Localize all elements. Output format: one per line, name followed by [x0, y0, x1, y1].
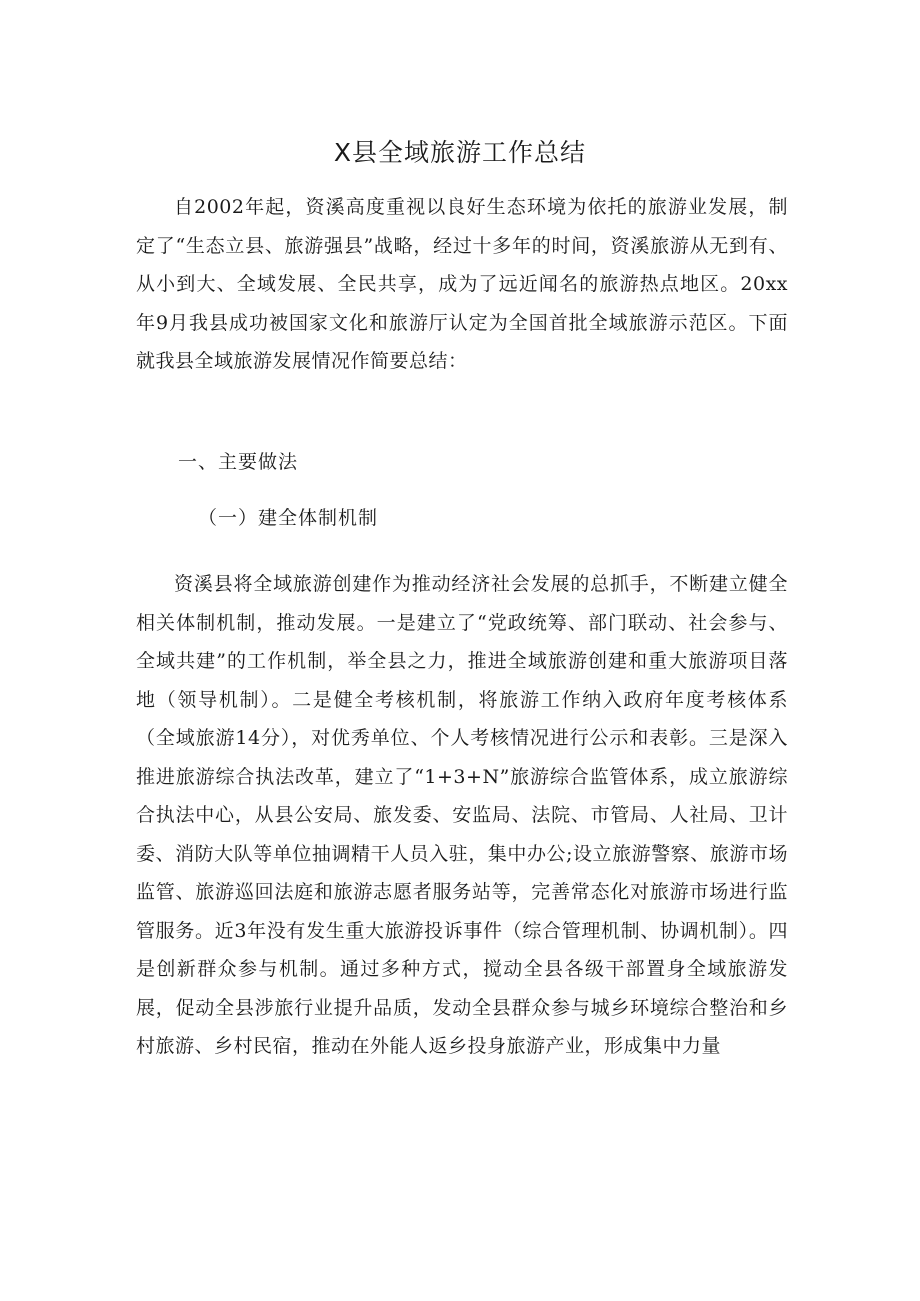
document-title: X县全域旅游工作总结: [333, 138, 587, 167]
section-heading: 一、主要做法: [178, 451, 299, 473]
body-paragraph: 资溪县将全域旅游创建作为推动经济社会发展的总抓手，不断建立健全相关体制机制，推动发展。一是建立了“党政统筹、部门联动、社会参与、全域共建”的工作机制，举全县之力，推进全域旅游创建和重大旅游项目落地（领导机制）。二是健全考核机制，将旅游工作纳入政府年度考核体系（全域旅游14分），对优秀单位、个人考核情况进行公示和表彰。三是深入推进旅游综合执法改革，建立了“1+3+N”旅游综合监管体系，成立旅游综合执法中心，从县公安局、旅发委、安监局、法院、市管局、人社局、卫计委、消防大队等单位抽调精干人员入驻，集中办公;设立旅游警察、旅游市场监管、旅游巡回法庭和旅游志愿者服务站等，完善常态化对旅游市场进行监管服务。近3年没有发生重大旅游投诉事件（综合管理机制、协调机制）。四是创新群众参与机制。通过多种方式，搅动全县各级干部置身全域旅游发展，促动全县涉旅行业提升品质，发动全县群众参与城乡环境综合整治和乡村旅游、乡村民宿，推动在外能人返乡投身旅游产业，形成集中力量: [136, 573, 788, 1057]
subsection-heading: （一）建全体制机制: [198, 507, 379, 529]
intro-paragraph: 自2002年起，资溪高度重视以良好生态环境为依托的旅游业发展，制定了“生态立县、旅游强县”战略，经过十多年的时间，资溪旅游从无到有、从小到大、全域发展、全民共享，成为了远近闻名的旅游热点地区。20xx年9月我县成功被国家文化和旅游厅认定为全国首批全域旅游示范区。下面就我县全域旅游发展情况作简要总结：: [136, 196, 788, 372]
